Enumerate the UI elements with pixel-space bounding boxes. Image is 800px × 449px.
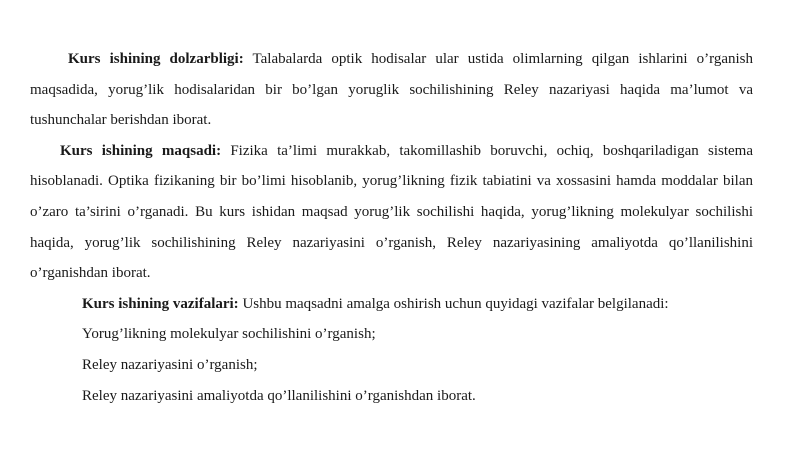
task-item: Reley nazariyasini o’rganish; [82,356,258,373]
relevance-heading: Kurs ishining dolzarbligi: [68,51,244,67]
relevance-paragraph [30,44,753,136]
task-item: Reley nazariyasini amaliyotda qo’llanilishini o’rganishdan iborat. [82,387,476,404]
tasks-heading: Kurs ishining vazifalari: [82,295,239,312]
tasks-intro-text: Ushbu maqsadni amalga oshirish uchun quyidagi vazifalar belgilanadi: [238,295,669,312]
goal-paragraph [30,136,753,289]
goal-text: Fizika ta’limi murakkab, takomillashib boruvchi, ochiq, boshqariladigan sistema hisoblanadi. Optika fizikaning bir bo’limi hisoblanib, yorug’likning fizik tabiatini va xossasini hamda moddalar bilan o’zaro ta’sirini o’rganadi. Bu kurs ishidan maqsad yorug’lik sochilishi haqida, yorug’likning molekulyar sochilishi haqida, yorug’lik sochilishining Reley nazariyasini o’rganish, Reley nazariyasining amaliyotda qo’llanilishini o’rganishdan iborat. [30,142,753,282]
tasks-paragraph [30,289,753,320]
relevance-text: Talabalarda optik hodisalar ular ustida olimlarning qilgan ishlarini o’rganish maqsadida, yorug’lik hodisalaridan bir bo’lgan yoruglik sochilishining Reley nazariyasi haqida ma’lumot va tushunchalar berishdan iborat. [30,51,753,129]
goal-heading: Kurs ishining maqsadi: [60,142,222,159]
task-item: Yorug’likning molekulyar sochilishini o’rganish; [82,326,376,343]
document-body [30,44,753,411]
